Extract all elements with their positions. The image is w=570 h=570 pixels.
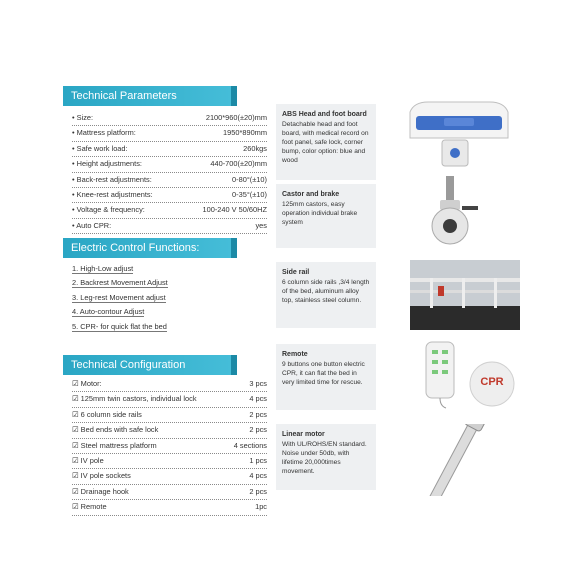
feature-title: Castor and brake <box>282 191 340 198</box>
feature-panel-castor <box>276 184 376 248</box>
feature-panel-remote <box>276 344 376 410</box>
config-label: ☑ Motor: <box>72 379 102 388</box>
technical-parameters-banner: Technical Parameters <box>63 86 231 106</box>
config-row <box>72 423 267 438</box>
config-value: 1 pcs <box>249 455 267 465</box>
castor-image <box>418 176 488 248</box>
param-value: 1950*890mm <box>223 128 267 138</box>
list-item <box>72 320 252 334</box>
electric-control-banner: Electric Control Functions: <box>63 238 231 258</box>
param-label: • Safe work load: <box>72 143 128 153</box>
control-item-text: 1. High-Low adjust <box>72 264 134 273</box>
param-row <box>72 173 267 188</box>
configuration-table <box>72 377 267 516</box>
param-value: 260kgs <box>243 143 267 153</box>
feature-panel-siderail <box>276 262 376 328</box>
config-label: ☑ 6 column side rails <box>72 409 142 419</box>
feature-title: Side rail <box>282 269 310 276</box>
list-item <box>72 262 252 276</box>
config-row <box>72 377 267 392</box>
feature-text: Detachable head and foot board, with medical record on foot panel, safe lock, corner bump, color option: blue and wood <box>282 121 369 164</box>
param-row <box>72 157 267 172</box>
param-label: • Auto CPR: <box>72 220 112 230</box>
feature-panel-motor <box>276 424 376 490</box>
list-item <box>72 305 252 319</box>
config-row <box>72 454 267 469</box>
config-label: ☑ IV pole <box>72 455 104 465</box>
feature-text: 125mm castors, easy operation individual brake system <box>282 201 358 226</box>
config-label: ☑ IV pole sockets <box>72 471 131 481</box>
config-label: ☑ Steel mattress platform <box>72 440 157 450</box>
param-row <box>72 142 267 157</box>
config-label: ☑ 125mm twin castors, individual lock <box>72 394 197 404</box>
param-row <box>72 203 267 218</box>
control-item-text: 5. CPR- for quick flat the bed <box>72 321 167 331</box>
headboard-image <box>404 98 514 170</box>
feature-text: 6 column side rails ,3/4 length of the bed, aluminum alloy top, stainless steel column. <box>282 279 370 304</box>
config-row <box>72 439 267 454</box>
param-label: • Size: <box>72 113 94 122</box>
cpr-label: CPR <box>480 376 504 388</box>
feature-title: ABS Head and foot board <box>282 111 367 118</box>
param-label: • Mattress platform: <box>72 128 136 138</box>
list-item <box>72 276 252 290</box>
param-value: 0-80°(±10) <box>232 174 267 184</box>
param-label: • Voltage & frequency: <box>72 205 145 215</box>
param-value: 0-35°(±10) <box>232 189 267 199</box>
param-row <box>72 126 267 141</box>
feature-panel-headboard <box>276 104 376 180</box>
config-value: 3 pcs <box>249 379 267 388</box>
config-value: 2 pcs <box>249 425 267 435</box>
config-row <box>72 392 267 407</box>
param-value: 2100*960(±20)mm <box>205 113 267 122</box>
config-value: 1pc <box>255 502 267 512</box>
config-value: 4 sections <box>233 440 267 450</box>
config-label: ☑ Drainage hook <box>72 486 129 496</box>
linear-motor-image <box>396 424 516 496</box>
config-value: 4 pcs <box>249 471 267 481</box>
param-row <box>72 219 267 234</box>
param-value: yes <box>255 220 267 230</box>
config-value: 2 pcs <box>249 409 267 419</box>
param-row <box>72 188 267 203</box>
control-item-text: 2. Backrest Movement Adjust <box>72 278 168 288</box>
config-row <box>72 500 267 515</box>
config-value: 2 pcs <box>249 486 267 496</box>
config-row <box>72 469 267 484</box>
config-row <box>72 485 267 500</box>
control-item-text: 3. Leg-rest Movement adjust <box>72 292 166 302</box>
config-label: ☑ Bed ends with safe lock <box>72 425 159 435</box>
param-label: • Back-rest adjustments: <box>72 174 152 184</box>
list-item <box>72 291 252 305</box>
remote-image <box>412 340 522 410</box>
config-row <box>72 408 267 423</box>
param-label: • Knee-rest adjustments: <box>72 189 153 199</box>
feature-title: Linear motor <box>282 431 325 438</box>
feature-title: Remote <box>282 351 308 358</box>
siderail-image <box>410 260 520 330</box>
config-label: ☑ Remote <box>72 502 107 512</box>
control-item-text: 4. Auto-contour Adjust <box>72 307 145 317</box>
feature-text: 9 buttons one button electric CPR, it can flat the bed in very limited time for rescue. <box>282 361 365 386</box>
parameters-table <box>72 111 267 234</box>
param-value: 440-700(±20)mm <box>210 159 267 169</box>
config-value: 4 pcs <box>249 394 267 404</box>
feature-text: With UL/ROHS/EN standard. Noise under 50db, with lifetime 20,000times movement. <box>282 441 367 475</box>
param-value: 100-240 V 50/60HZ <box>202 205 267 215</box>
control-functions-list <box>72 262 252 334</box>
param-row <box>72 111 267 126</box>
technical-configuration-banner: Technical Configuration <box>63 355 231 375</box>
param-label: • Height adjustments: <box>72 159 142 169</box>
